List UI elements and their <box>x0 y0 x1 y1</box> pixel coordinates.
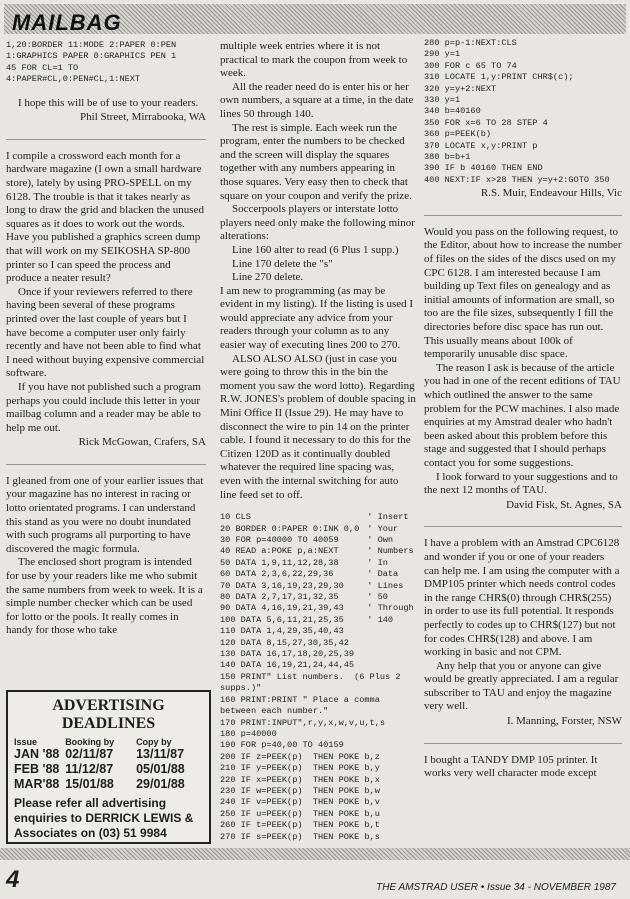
divider <box>424 215 622 216</box>
alteration-line: Line 270 delete. <box>232 271 304 284</box>
letter-paragraph: I am new to programming (as may be evident in my listing). If the listing is used I would appreciate any advice from your readers through your column as to any easier way of executing lines 200 to 270. <box>220 284 414 352</box>
letter-paragraph: Once if your reviewers referred to there having been several of these programs printed over the last couple of years but I have become a computer user only fairly recently and have not been able to find what I need without buying expensive commercial software. <box>6 285 205 380</box>
letter-paragraph: If you have not published such a program perhaps you could include this letter in your mailbag column and a reader may be able to help me out. <box>6 380 201 434</box>
divider <box>6 464 206 465</box>
letter-paragraph: ALSO ALSO ALSO (just in case you were going to throw this in the bin the moment you saw the word lotto). Regarding R.W. JONES's problem of double spacing in Mini Office II (Issue 29). He may have to disconnect the wire to pin 14 on the printer cable. I found it necessary to do this for the Citizen 120D as it continually doubled whatever the required line spacing was, even with the internal switching for auto line feed set to off. <box>220 352 416 501</box>
advertising-deadlines-box <box>6 690 211 844</box>
letter-paragraph: The enclosed short program is intended for use by your readers like me who submit the same numbers from week to week. It is a simple number checker which can be used for lotto or the pools. It really comes in handy for those who take <box>6 556 203 637</box>
code-listing-lines: 10 CLS 20 BORDER 0:PAPER 0:INK 0,0 30 FOR p=40000 TO 40059 40 READ a:POKE p,a:NEXT 50 DATA 1,9,11,12,28,38 60 DATA 2,3,6,22,29,36 70 DATA 3,16,19,23,29,30 80 DATA 2,7,17,31,32,35 90 DATA 4,16,19,21,39,43 100 DATA 5,6,11,21,25,35 110 DATA 1,4,29,35,40,43 120 DATA 8,15,27,30,35,42 130 DATA 16,17,18,20,25,39 140 DATA 16,19,21,24,44,45 <box>220 512 360 671</box>
alteration-line: Line 160 alter to read (6 Plus 1 supp.) <box>232 243 399 256</box>
code-listing-top: 1,20:BORDER 11:MODE 2:PAPER 0:PEN 1:GRAPHICS PAPER 0:GRAPHICS PEN 1 45 FOR CL=1 TO 4:PAPER#CL,0:PEN#CL,1:NEXT <box>6 40 177 85</box>
letter-paragraph: Any help that you or anyone can give would be greatly appreciated. I am a regular subscriber to TAU and enjoy the magazine very well. <box>424 659 619 713</box>
column-1 <box>6 40 206 638</box>
letter-paragraph: Soccerpools players or interstate lotto players need only make the following minor alterations: <box>220 203 415 243</box>
letter-paragraph: I look forward to your suggestions and to the next 12 months of TAU. <box>424 470 618 497</box>
letter-signature: I. Manning, Forster, NSW <box>506 715 622 728</box>
code-listing-comments: ' Insert ' Your ' Own ' Numbers ' In ' Data ' Lines ' 50 ' Through ' 140 <box>367 512 414 625</box>
code-listing <box>220 512 416 672</box>
letter-paragraph: I have a problem with an Amstrad CPC6128 and wonder if you or one of your readers can help me. I am using the computer with a DMP105 printer which needs control codes in the range CHR$(0) through CHR$(255) in order to use its full potential. It responds perfectly to codes up to CHR$(127) but not for codes CHR$(128) and above. I am working in basic and not CPM. <box>424 537 620 659</box>
footer-masthead: THE AMSTRAD USER • Issue 34 - NOVEMBER 1987 <box>376 882 616 893</box>
ad-table-row: MAR'88 15/01/88 29/01/88 <box>14 777 185 791</box>
ad-table-row: FEB '88 11/12/87 05/01/88 <box>14 762 185 776</box>
divider <box>424 743 622 744</box>
code-listing-continued: 150 PRINT" List numbers. (6 Plus 2 supps.)" 160 PRINT:PRINT " Place a comma between each number." 170 PRINT:INPUT",r,y,x,w,v,u,t,s 180 p=40000 190 FOR p=40,00 TO 40159 200 IF z=PEEK(p) THEN POKE b,z 210 IF y=PEEK(p) THEN POKE b,y 220 IF x=PEEK(p) THEN POKE b,x 230 IF w=PEEK(p) THEN POKE b,w 240 IF v=PEEK(p) THEN POKE b,v 250 IF u=PEEK(p) THEN POKE b,u 260 IF t=PEEK(p) THEN POKE b,t 270 IF s=PEEK(p) THEN POKE b,s <box>220 671 401 842</box>
letter-paragraph: All the reader need do is enter his or her own numbers, a square at a time, in the date lines 50 through 140. <box>220 80 414 120</box>
letter-paragraph: multiple week entries where it is not practical to mark the coupon from week to week. <box>220 40 408 80</box>
page-number: 4 <box>6 866 20 893</box>
column-2 <box>220 40 416 843</box>
letter-paragraph: Would you pass on the following request, to the Editor, about how to increase the number of files on the sides of the discs used on my CPC 6128. I am interested because I am building up Text files on genealogy and as initial amounts of information are small, so too are the file sizes, subsequently I fill the directories before disc space has run out. This usually means about 100k of temporarily unusable disc space. <box>424 225 622 361</box>
divider <box>6 139 206 140</box>
letter-paragraph: The rest is simple. Each week run the program, enter the numbers to be checked and the screen will display the squares together with any numbers appearing in those squares. Very easy then to check that square on your coupon and verify the prize. <box>220 121 412 202</box>
letter-signature: Rick McGowan, Crafers, SA <box>78 436 206 449</box>
ad-contact-note: Please refer all advertising enquiries to DERRICK LEWIS & Associates on (03) 51 9984 <box>14 796 194 840</box>
page-title: MAILBAG <box>12 10 122 35</box>
ad-table-header: Issue Booking by Copy by <box>14 737 172 747</box>
letter-paragraph: I gleaned from one of your earlier issues that your magazine has no interest in racing or lotto orientated programs. I can understand this stand as you were no doubt inundated with such programs all purporting to have discovered the magic formula. <box>6 474 204 555</box>
code-listing: 280 p=p-1:NEXT:CLS 290 y=1 300 FOR c 65 TO 74 310 LOCATE 1,y:PRINT CHR$(c); 320 y=y+2:NEXT 330 y=1 340 b=40160 350 FOR x=6 TO 28 STEP 4 360 p=PEEK(b) 370 LOCATE x,y:PRINT p 380 b=b+1 390 IF b 40160 THEN END 400 NEXT:IF x>28 THEN y=y+2:GOTO 350 <box>424 38 610 185</box>
column-3 <box>424 40 622 781</box>
footer-bar <box>0 848 630 860</box>
letter-paragraph: I hope this will be of use to your readers. <box>18 96 199 109</box>
letter-signature: R.S. Muir, Endeavour Hills, Vic <box>480 187 622 200</box>
header-bar <box>4 4 626 34</box>
letter-paragraph: The reason I ask is because of the article you had in one of the recent editions of TAU which outlined the answer to the same problem for the PCW machines. I also made enquiries at my Amstrad dealer who hadn't been asked about this problem before this stage and suggested that I should perhaps contact you for some suggestions. <box>424 361 621 469</box>
alteration-line: Line 170 delete the "s" <box>232 257 333 270</box>
letter-paragraph: I bought a TANDY DMP 105 printer. It works very well character mode except <box>424 753 598 780</box>
ad-title: ADVERTISING DEADLINES <box>52 697 165 732</box>
letter-paragraph: I compile a crossword each month for a hardware magazine (I own a small hardware store), lately by using PRO-SPELL on my 6128. The trouble is that it takes nearly as long to draw the grid and blacken the unused squares as it does to work out the words. Have you published a graphics screen dump that will work on my SEIKOSHA SP-800 printer so I can speed the process and produce a neater result? <box>6 149 204 285</box>
letter-signature: David Fisk, St. Agnes, SA <box>506 498 622 511</box>
letter-signature: Phil Street, Mirrabooka, WA <box>80 111 206 124</box>
divider <box>424 526 622 527</box>
ad-table-row: JAN '88 02/11/87 13/11/87 <box>14 747 185 761</box>
